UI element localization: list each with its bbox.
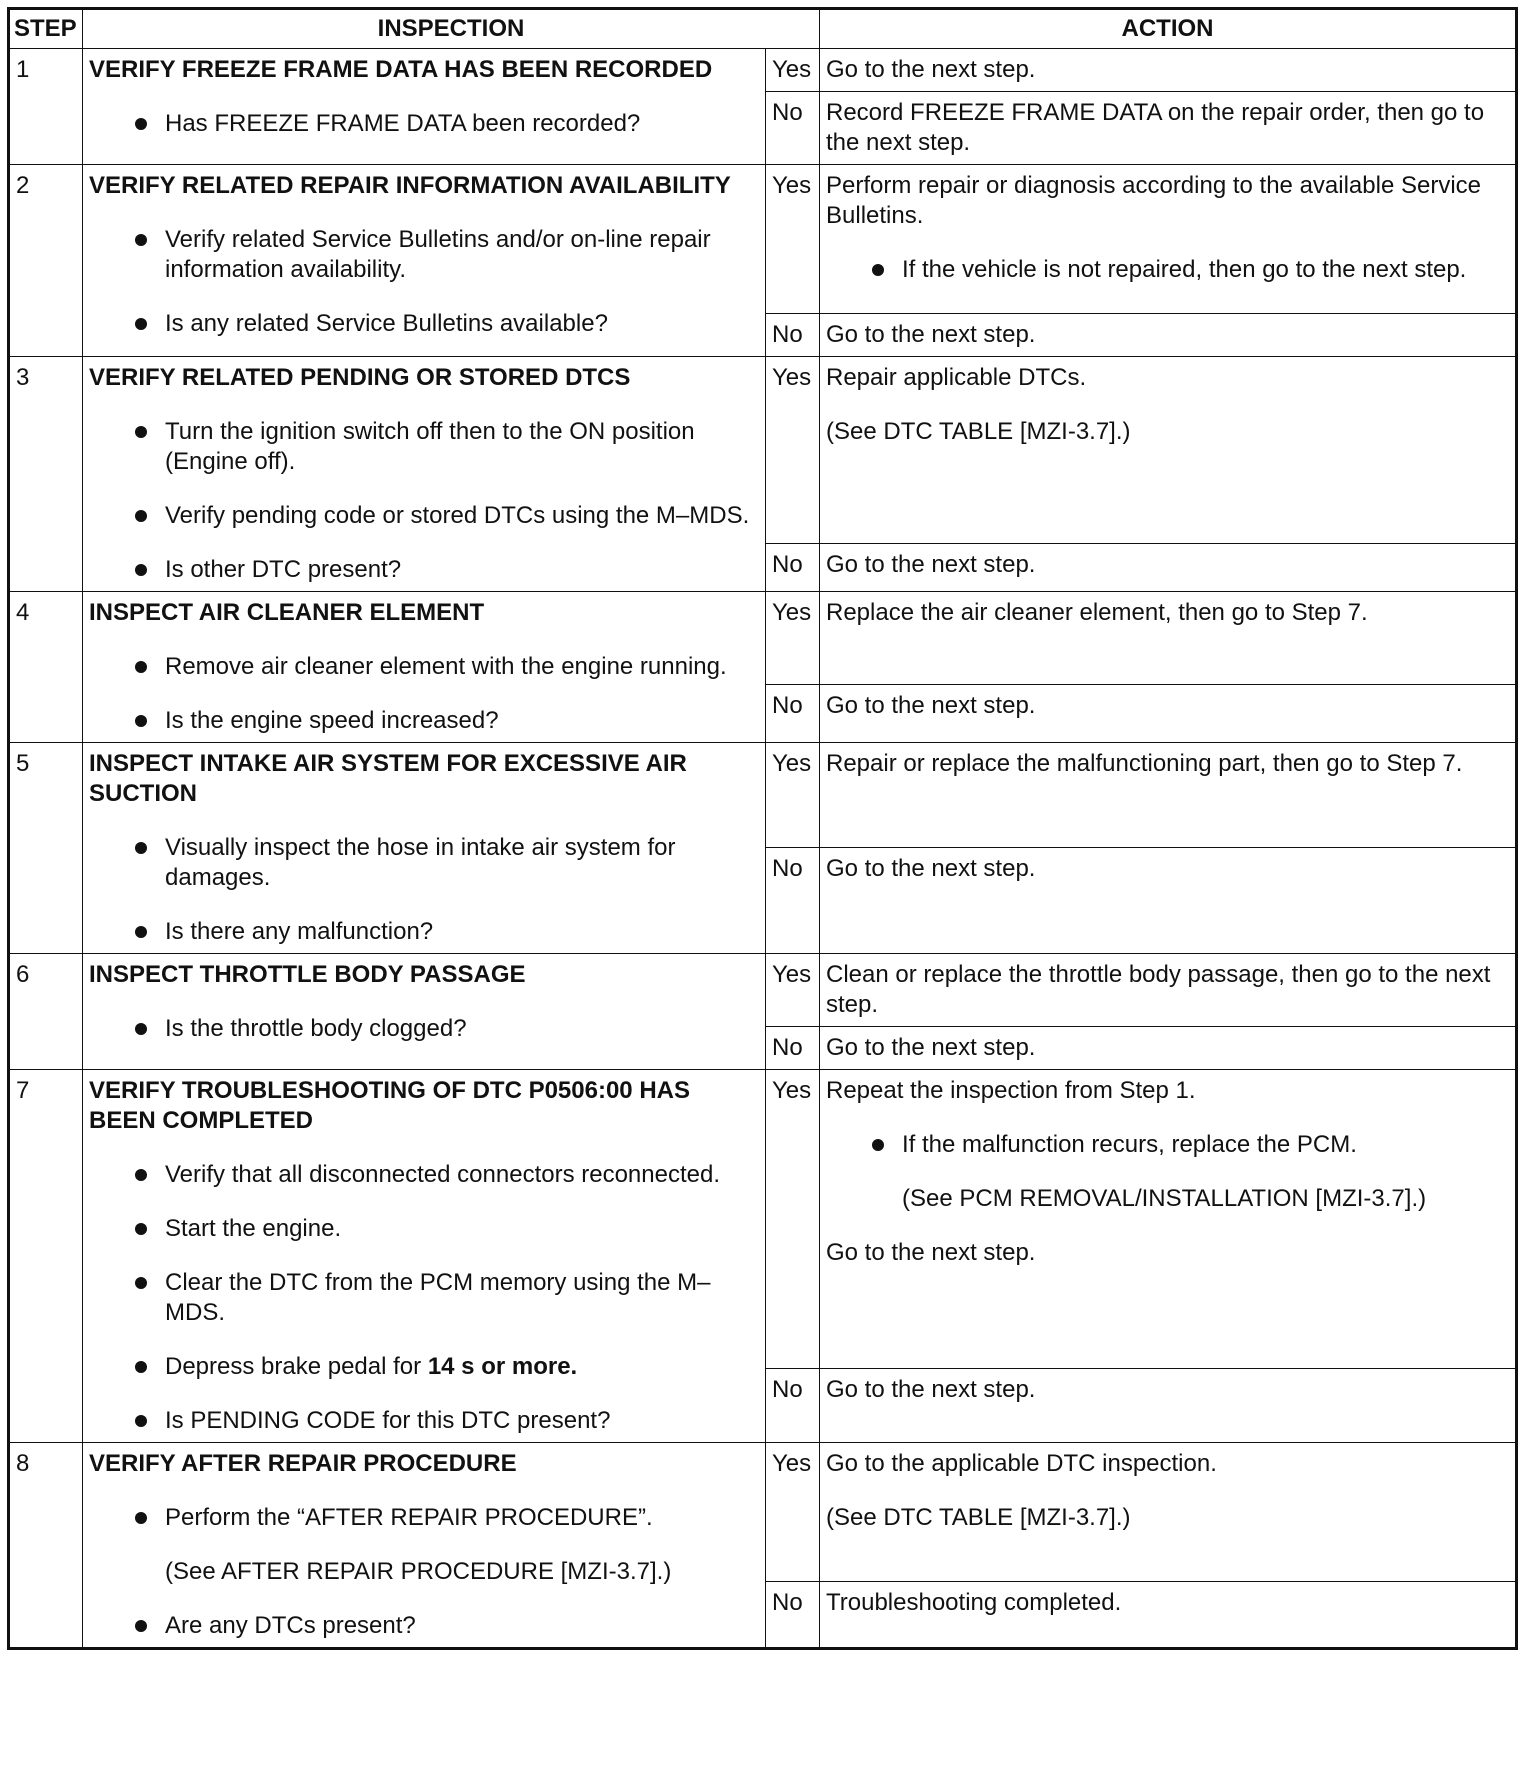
step-5-yes-action — [820, 743, 1517, 848]
action-text: Go to the next step. — [826, 56, 1036, 83]
step-3-no-label: No — [766, 544, 820, 592]
step-6-title: INSPECT THROTTLE BODY PASSAGE — [89, 961, 526, 988]
bullet-dot-icon — [135, 926, 147, 938]
bullet-text-pre: Depress brake pedal for — [165, 1353, 428, 1380]
action-text: Repair applicable DTCs. — [826, 364, 1087, 391]
bullet-item — [89, 1406, 759, 1436]
table-header-row — [9, 9, 1517, 49]
bullet-dot-icon — [872, 1139, 884, 1151]
action-text: Record FREEZE FRAME DATA on the repair order, then go to the next step. — [826, 99, 1485, 156]
bullet-text: Start the engine. — [165, 1215, 342, 1242]
step-2-yes-row — [9, 165, 1517, 314]
step-4-yes-row — [9, 592, 1517, 685]
action-text: Go to the next step. — [826, 321, 1036, 348]
bullet-text: Is PENDING CODE for this DTC present? — [165, 1407, 611, 1434]
bullet-item — [89, 833, 759, 893]
step-5-yes-label: Yes — [766, 743, 820, 848]
action-note: (See DTC TABLE [MZI-3.7].) — [826, 1504, 1131, 1531]
step-3-bullets — [89, 417, 759, 585]
bullet-text: Is there any malfunction? — [165, 918, 434, 945]
bullet-dot-icon — [135, 1223, 147, 1235]
step-8-number: 8 — [9, 1443, 83, 1649]
action-bullet-item — [826, 255, 1509, 285]
step-6-yes-row — [9, 954, 1517, 1027]
step-8-title: VERIFY AFTER REPAIR PROCEDURE — [89, 1450, 517, 1477]
action-bullet-note: (See PCM REMOVAL/INSTALLATION [MZI-3.7].) — [902, 1185, 1427, 1212]
diagnostic-procedure-table — [7, 7, 1518, 1650]
step-7-bullets — [89, 1160, 759, 1436]
bullet-item — [89, 1352, 759, 1382]
action-text: Repeat the inspection from Step 1. — [826, 1077, 1196, 1104]
step-2-yes-action — [820, 165, 1517, 314]
bullet-dot-icon — [135, 426, 147, 438]
bullet-dot-icon — [135, 118, 147, 130]
diagnostic-procedure-sheet — [7, 7, 1515, 1650]
step-4-bullets — [89, 652, 759, 736]
bullet-item — [89, 917, 759, 947]
step-7-title: VERIFY TROUBLESHOOTING OF DTC P0506:00 HAS BEEN COMPLETED — [89, 1077, 690, 1134]
step-7-yes-label: Yes — [766, 1070, 820, 1369]
step-3-yes-action — [820, 357, 1517, 544]
column-header-step: STEP — [9, 9, 83, 49]
step-5-bullets — [89, 833, 759, 947]
step-3-no-action — [820, 544, 1517, 592]
step-3-yes-row — [9, 357, 1517, 544]
bullet-item — [89, 1214, 759, 1244]
step-1-title: VERIFY FREEZE FRAME DATA HAS BEEN RECORDED — [89, 56, 713, 83]
bullet-dot-icon — [135, 661, 147, 673]
bullet-note: (See AFTER REPAIR PROCEDURE [MZI-3.7].) — [165, 1558, 672, 1585]
step-8-yes-label: Yes — [766, 1443, 820, 1582]
bullet-item — [89, 555, 759, 585]
step-1-no-label: No — [766, 92, 820, 165]
bullet-text: If the malfunction recurs, replace the PCM. — [902, 1131, 1357, 1158]
bullet-item — [89, 1014, 759, 1044]
step-6-yes-action — [820, 954, 1517, 1027]
action-text-2: Go to the next step. — [826, 1239, 1036, 1266]
step-1-bullets — [89, 109, 759, 139]
step-1-yes-label: Yes — [766, 49, 820, 92]
action-text: Clean or replace the throttle body passage, then go to the next step. — [826, 961, 1491, 1018]
step-1-inspection — [83, 49, 766, 165]
step-3-number: 3 — [9, 357, 83, 592]
bullet-dot-icon — [135, 1512, 147, 1524]
step-1-yes-row — [9, 49, 1517, 92]
bullet-item — [89, 1160, 759, 1190]
action-text: Perform repair or diagnosis according to the available Service Bulletins. — [826, 172, 1481, 229]
bullet-text: Is any related Service Bulletins available? — [165, 310, 608, 337]
action-text: Go to the next step. — [826, 855, 1036, 882]
step-5-inspection — [83, 743, 766, 954]
bullet-text: Verify that all disconnected connectors reconnected. — [165, 1161, 720, 1188]
step-8-yes-action — [820, 1443, 1517, 1582]
step-4-number: 4 — [9, 592, 83, 743]
step-2-no-label: No — [766, 314, 820, 357]
step-4-yes-label: Yes — [766, 592, 820, 685]
step-6-number: 6 — [9, 954, 83, 1070]
bullet-text: Are any DTCs present? — [165, 1612, 416, 1639]
step-7-yes-action — [820, 1070, 1517, 1369]
action-text: Troubleshooting completed. — [826, 1589, 1122, 1616]
action-text: Repair or replace the malfunctioning part, then go to Step 7. — [826, 750, 1463, 777]
bullet-item — [89, 225, 759, 285]
step-5-no-action — [820, 848, 1517, 954]
step-6-inspection — [83, 954, 766, 1070]
step-8-yes-row — [9, 1443, 1517, 1582]
bullet-item — [89, 1611, 759, 1641]
bullet-text: Clear the DTC from the PCM memory using the M–MDS. — [165, 1269, 711, 1326]
step-8-bullets — [89, 1503, 759, 1533]
step-7-inspection — [83, 1070, 766, 1443]
step-7-yes-row — [9, 1070, 1517, 1369]
step-5-no-label: No — [766, 848, 820, 954]
step-4-title: INSPECT AIR CLEANER ELEMENT — [89, 599, 485, 626]
action-text: Go to the next step. — [826, 1376, 1036, 1403]
bullet-item — [89, 309, 759, 339]
step-8-no-action — [820, 1582, 1517, 1649]
action-text: Go to the next step. — [826, 551, 1036, 578]
step-8-bullets-2 — [89, 1611, 759, 1641]
bullet-dot-icon — [135, 564, 147, 576]
step-3-yes-label: Yes — [766, 357, 820, 544]
action-bullet-item — [826, 1130, 1509, 1160]
bullet-dot-icon — [135, 1169, 147, 1181]
bullet-dot-icon — [135, 1620, 147, 1632]
bullet-text-post: . — [570, 1353, 578, 1380]
bullet-text: Remove air cleaner element with the engine running. — [165, 653, 727, 680]
step-5-yes-row — [9, 743, 1517, 848]
step-2-yes-label: Yes — [766, 165, 820, 314]
action-note: (See DTC TABLE [MZI-3.7].) — [826, 418, 1131, 445]
column-header-inspection: INSPECTION — [83, 9, 820, 49]
step-1-yes-action — [820, 49, 1517, 92]
step-5-title: INSPECT INTAKE AIR SYSTEM FOR EXCESSIVE AIR SUCTION — [89, 750, 687, 807]
bullet-dot-icon — [135, 510, 147, 522]
step-6-no-action — [820, 1027, 1517, 1070]
bullet-item — [89, 417, 759, 477]
step-8-no-label: No — [766, 1582, 820, 1649]
step-6-bullets — [89, 1014, 759, 1044]
action-text: Go to the applicable DTC inspection. — [826, 1450, 1217, 1477]
step-4-yes-action — [820, 592, 1517, 685]
bullet-dot-icon — [135, 842, 147, 854]
column-header-action: ACTION — [820, 9, 1517, 49]
bullet-text: Is the engine speed increased? — [165, 707, 499, 734]
bullet-text: Verify pending code or stored DTCs using the M–MDS. — [165, 502, 750, 529]
bullet-item — [89, 1503, 759, 1533]
step-7-no-label: No — [766, 1369, 820, 1443]
step-1-no-action — [820, 92, 1517, 165]
bullet-item — [89, 706, 759, 736]
step-8-inspection — [83, 1443, 766, 1649]
step-2-title: VERIFY RELATED REPAIR INFORMATION AVAILABILITY — [89, 172, 731, 199]
bullet-text: Perform the “AFTER REPAIR PROCEDURE”. — [165, 1504, 653, 1531]
bullet-dot-icon — [135, 1023, 147, 1035]
step-7-number: 7 — [9, 1070, 83, 1443]
step-2-inspection — [83, 165, 766, 357]
step-2-number: 2 — [9, 165, 83, 357]
bullet-text: If the vehicle is not repaired, then go to the next step. — [902, 256, 1467, 283]
step-2-no-action — [820, 314, 1517, 357]
bullet-item — [89, 652, 759, 682]
bullet-item — [89, 1268, 759, 1328]
bullet-dot-icon — [872, 264, 884, 276]
bullet-item — [89, 501, 759, 531]
bullet-text: Visually inspect the hose in intake air system for damages. — [165, 834, 676, 891]
bullet-text: Turn the ignition switch off then to the ON position (Engine off). — [165, 418, 695, 475]
bullet-text: Is the throttle body clogged? — [165, 1015, 467, 1042]
step-4-no-label: No — [766, 685, 820, 743]
bullet-text: Has FREEZE FRAME DATA been recorded? — [165, 110, 641, 137]
bullet-dot-icon — [135, 1415, 147, 1427]
step-3-inspection — [83, 357, 766, 592]
bullet-dot-icon — [135, 234, 147, 246]
step-7-no-action — [820, 1369, 1517, 1443]
step-5-number: 5 — [9, 743, 83, 954]
bullet-text-bold: 14 s or more — [427, 1353, 571, 1380]
bullet-dot-icon — [135, 715, 147, 727]
bullet-item — [89, 109, 759, 139]
step-1-number: 1 — [9, 49, 83, 165]
step-4-inspection — [83, 592, 766, 743]
bullet-text: Is other DTC present? — [165, 556, 402, 583]
step-6-yes-label: Yes — [766, 954, 820, 1027]
action-text: Go to the next step. — [826, 692, 1036, 719]
bullet-dot-icon — [135, 1361, 147, 1373]
step-4-no-action — [820, 685, 1517, 743]
step-6-no-label: No — [766, 1027, 820, 1070]
bullet-dot-icon — [135, 318, 147, 330]
action-text: Go to the next step. — [826, 1034, 1036, 1061]
bullet-dot-icon — [135, 1277, 147, 1289]
action-text: Replace the air cleaner element, then go to Step 7. — [826, 599, 1368, 626]
step-3-title: VERIFY RELATED PENDING OR STORED DTCS — [89, 364, 631, 391]
bullet-text: Verify related Service Bulletins and/or on-line repair information availability. — [165, 226, 711, 283]
step-2-bullets — [89, 225, 759, 339]
